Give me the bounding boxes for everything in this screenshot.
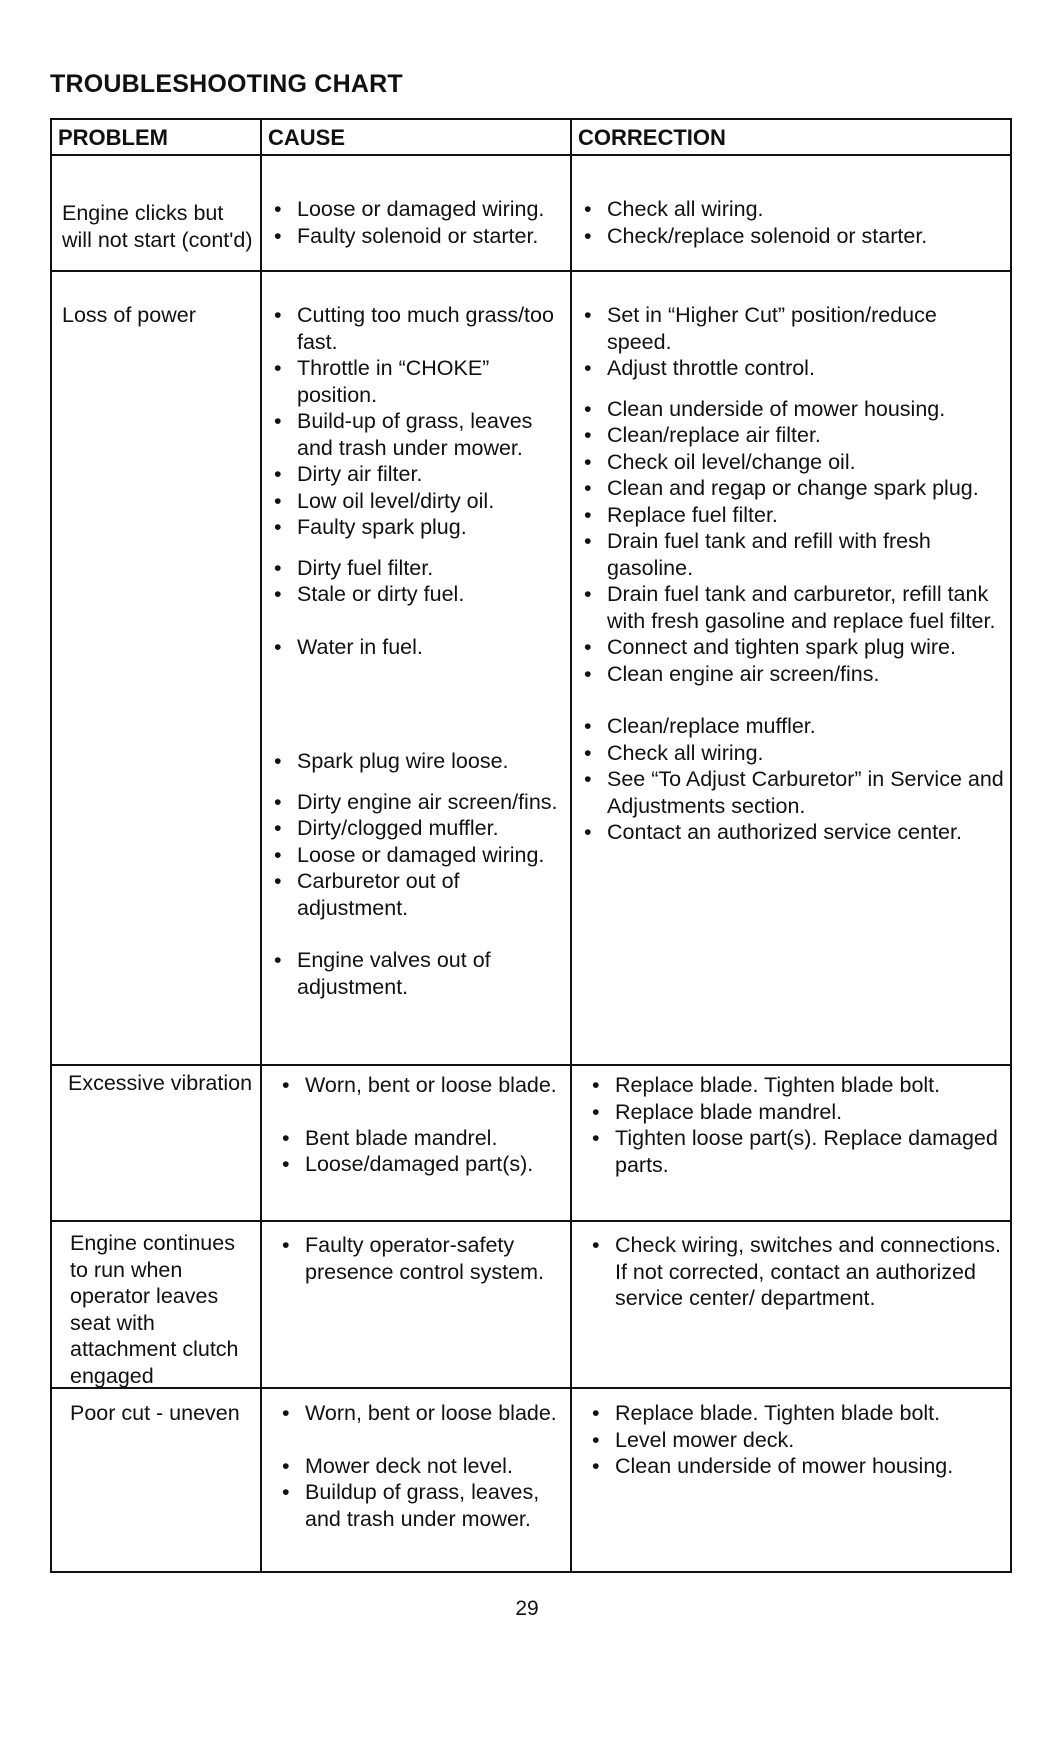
correction-item: • Replace blade. Tighten blade bolt.	[588, 1072, 1010, 1099]
column-divider	[570, 120, 572, 1571]
cause-item: • Build-up of grass, leaves and trash under mower.	[270, 408, 566, 461]
cause-cell	[278, 1072, 568, 1178]
row-divider	[52, 1064, 1010, 1066]
cause-item: • Stale or dirty fuel.	[270, 581, 566, 608]
header-cause: CAUSE	[262, 120, 570, 156]
cause-item: • Faulty solenoid or starter.	[270, 223, 566, 250]
cause-item: • Worn, bent or loose blade.	[278, 1072, 568, 1099]
correction-item: • Clean underside of mower housing.	[588, 1453, 1010, 1480]
cause-item: • Cutting too much grass/too fast.	[270, 302, 566, 355]
correction-item: • See “To Adjust Carburetor” in Service and Adjustments section.	[580, 766, 1006, 819]
correction-item: • Check all wiring.	[580, 196, 1006, 223]
cause-item: • Buildup of grass, leaves, and trash under mower.	[278, 1479, 568, 1532]
correction-item: • Check all wiring.	[580, 740, 1006, 767]
correction-item: • Drain fuel tank and refill with fresh gasoline.	[580, 528, 1006, 581]
row-divider	[52, 1220, 1010, 1222]
header-problem: PROBLEM	[52, 120, 262, 156]
cause-item: • Dirty fuel filter.	[270, 555, 566, 582]
page-title: TROUBLESHOOTING CHART	[50, 70, 403, 98]
problem-cell: Poor cut - uneven	[70, 1401, 240, 1425]
cause-item: • Dirty/clogged muffler.	[270, 815, 566, 842]
cause-item: • Bent blade mandrel.	[278, 1125, 568, 1152]
correction-item: • Clean/replace muffler.	[580, 713, 1006, 740]
correction-item: • Adjust throttle control.	[580, 355, 1006, 382]
correction-cell	[588, 1232, 1010, 1312]
cause-item: • Throttle in “CHOKE” position.	[270, 355, 566, 408]
correction-item: • Clean and regap or change spark plug.	[580, 475, 1006, 502]
cause-item: • Dirty engine air screen/fins.	[270, 789, 566, 816]
correction-cell	[588, 1072, 1010, 1178]
cause-item: • Water in fuel.	[270, 634, 566, 661]
correction-item: • Check oil level/change oil.	[580, 449, 1006, 476]
correction-item: • Contact an authorized service center.	[580, 819, 1006, 846]
troubleshooting-table	[50, 118, 1012, 1573]
cause-item: • Faulty spark plug.	[270, 514, 566, 541]
cause-item: • Worn, bent or loose blade.	[278, 1400, 568, 1427]
cause-item: • Faulty operator-safety presence control system.	[278, 1232, 568, 1285]
correction-item: • Check/replace solenoid or starter.	[580, 223, 1006, 250]
correction-item: • Replace fuel filter.	[580, 502, 1006, 529]
correction-item: • Drain fuel tank and carburetor, refill tank with fresh gasoline and replace fuel filter.	[580, 581, 1006, 634]
correction-item: • Level mower deck.	[588, 1427, 1010, 1454]
cause-item: • Carburetor out of adjustment.	[270, 868, 566, 921]
correction-item: • Replace blade mandrel.	[588, 1099, 1010, 1126]
cause-cell	[270, 302, 566, 1000]
correction-cell	[580, 302, 1006, 846]
correction-item: • Replace blade. Tighten blade bolt.	[588, 1400, 1010, 1427]
cause-cell	[278, 1400, 568, 1532]
problem-cell: Loss of power	[62, 303, 196, 327]
correction-item: • Connect and tighten spark plug wire.	[580, 634, 1006, 661]
cause-cell	[278, 1232, 568, 1285]
cause-item: • Loose or damaged wiring.	[270, 196, 566, 223]
problem-cell: Excessive vibration	[68, 1071, 253, 1095]
problem-cell: Engine continues to run when operator leaves seat with attachment clutch engaged	[70, 1231, 239, 1388]
cause-item: • Low oil level/dirty oil.	[270, 488, 566, 515]
cause-item: • Spark plug wire loose.	[270, 748, 566, 775]
correction-cell	[580, 196, 1006, 249]
page-number: 29	[515, 1597, 539, 1620]
cause-item: • Mower deck not level.	[278, 1453, 568, 1480]
header-correction: CORRECTION	[572, 120, 1010, 156]
correction-item: • Set in “Higher Cut” position/reduce speed.	[580, 302, 1006, 355]
cause-item: • Loose or damaged wiring.	[270, 842, 566, 869]
cause-item: • Dirty air filter.	[270, 461, 566, 488]
correction-item: • Check wiring, switches and connections. If not corrected, contact an authorized service center/ department.	[588, 1232, 1010, 1312]
cause-item: • Loose/damaged part(s).	[278, 1151, 568, 1178]
correction-item: • Tighten loose part(s). Replace damaged parts.	[588, 1125, 1010, 1178]
correction-item: • Clean underside of mower housing.	[580, 396, 1006, 423]
correction-item: • Clean engine air screen/fins.	[580, 661, 1006, 688]
problem-cell: Engine clicks but will not start (cont'd)	[62, 201, 253, 252]
cause-item: • Engine valves out of adjustment.	[270, 947, 566, 1000]
cause-cell	[270, 196, 566, 249]
correction-cell	[588, 1400, 1010, 1480]
row-divider	[52, 270, 1010, 272]
correction-item: • Clean/replace air filter.	[580, 422, 1006, 449]
